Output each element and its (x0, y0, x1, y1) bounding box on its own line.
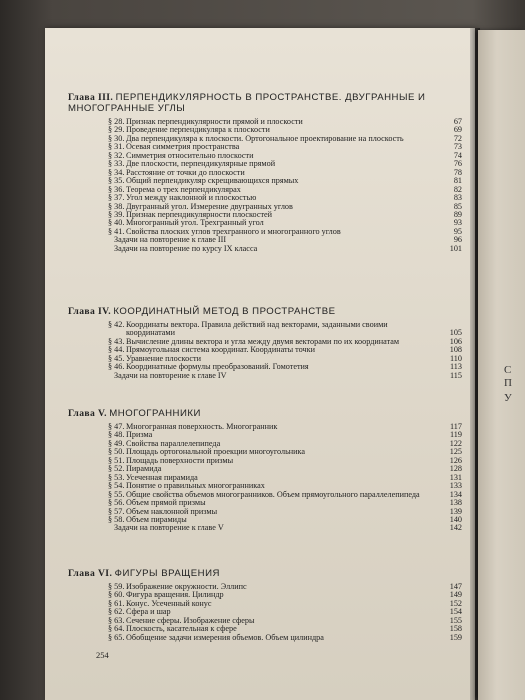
toc-entry[interactable] (108, 634, 468, 642)
section-page-number: 83 (453, 193, 462, 203)
section-page-number: 73 (453, 142, 462, 152)
toc-review-entry[interactable] (114, 524, 468, 532)
section-title: Объем пирамиды (126, 514, 187, 524)
section-title: Координатные формулы преобразований. Гомотетия (126, 362, 309, 372)
section-number: § 42. (108, 320, 125, 329)
section-title: Двугранный угол. Измерение двугранных углов (126, 201, 293, 211)
section-page-number: 106 (449, 336, 462, 346)
section-page-number: 81 (453, 176, 462, 186)
section-number: § 59. (108, 582, 125, 591)
section-page-number: 89 (453, 209, 462, 219)
chapter-heading (68, 92, 463, 114)
section-number: § 33. (108, 159, 125, 169)
section-title: Многогранная поверхность. Многогранник (126, 422, 278, 431)
section-number: § 31. (108, 142, 125, 152)
chapter-heading (68, 408, 463, 419)
chapter-label: Глава IV. (68, 306, 111, 317)
chapter-label: Глава III. (68, 92, 114, 103)
section-number: § 36. (108, 184, 125, 194)
section-title: Прямоугольная система координат. Координаты точки (126, 345, 315, 355)
section-title: Общие свойства объемов многогранников. Объем прямоугольного параллелепипеда (126, 489, 420, 499)
toc-entry[interactable] (108, 321, 468, 338)
section-page-number: 128 (449, 464, 462, 474)
chapter-entries (108, 583, 468, 642)
section-page-number: 69 (453, 125, 462, 135)
section-title: Уравнение плоскости (126, 353, 201, 363)
section-title: Симметрия относительно плоскости (126, 150, 254, 160)
section-number: § 41. (108, 226, 125, 236)
section-title: Координаты вектора. Правила действий над векторами, заданными своими координатами (126, 320, 388, 338)
section-title: Признак перпендикулярности плоскостей (126, 209, 273, 219)
section-title: Изображение окружности. Эллипс (126, 582, 247, 591)
section-page-number: 105 (449, 328, 462, 338)
section-number: § 30. (108, 133, 125, 143)
page-number: 254 (96, 650, 109, 660)
section-title: Плоскость, касательная к сфере (126, 624, 237, 634)
section-number: § 44. (108, 345, 125, 355)
section-number: § 62. (108, 607, 125, 617)
section-number: § 39. (108, 209, 125, 219)
section-title: Общий перпендикуляр скрещивающихся прямых (126, 176, 299, 186)
section-number: § 54. (108, 481, 125, 491)
section-page-number: 85 (453, 201, 462, 211)
section-page-number: 138 (449, 498, 462, 508)
section-number: § 61. (108, 598, 125, 608)
section-title: Вычисление длины вектора и угла между двумя векторами по их координатам (126, 336, 400, 346)
section-number: § 52. (108, 464, 125, 474)
section-page-number: 93 (453, 218, 462, 228)
section-number: § 49. (108, 438, 125, 448)
section-page-number: 140 (449, 514, 462, 524)
section-title: Площадь ортогональной проекции многоугольника (126, 447, 306, 457)
toc-review-entry[interactable] (114, 245, 468, 253)
section-page-number: 154 (449, 607, 462, 617)
chapter-entries (108, 321, 468, 380)
section-page-number: 147 (449, 582, 462, 591)
section-title: Объем наклонной призмы (126, 506, 218, 516)
section-number: § 45. (108, 353, 125, 363)
section-page-number: 117 (450, 422, 462, 431)
section-page-number: 139 (449, 506, 462, 516)
right-page-edge (478, 30, 525, 700)
section-title: Усеченная пирамида (126, 472, 198, 482)
section-number: § 51. (108, 455, 125, 465)
section-page-number: 125 (449, 447, 462, 457)
section-number: § 48. (108, 430, 125, 440)
section-number: § 32. (108, 150, 125, 160)
section-page-number: 115 (450, 370, 462, 380)
section-number: § 58. (108, 514, 125, 524)
chapter-title: МНОГОГРАННИКИ (109, 408, 201, 419)
section-number: § 60. (108, 590, 125, 600)
section-page-number: 126 (449, 455, 462, 465)
right-page-letter: С (504, 364, 512, 376)
section-page-number: 142 (449, 523, 462, 533)
section-title: Расстояние от точки до плоскости (126, 167, 245, 177)
section-page-number: 149 (449, 590, 462, 600)
section-page-number: 152 (449, 598, 462, 608)
section-title: Свойства параллелепипеда (126, 438, 221, 448)
section-title: Свойства плоских углов трехгранного и многогранного углов (126, 226, 341, 236)
chapter-label: Глава V. (68, 408, 107, 419)
section-page-number: 134 (449, 489, 462, 499)
section-page-number: 74 (453, 150, 462, 160)
section-number: § 64. (108, 624, 125, 634)
section-number: § 47. (108, 422, 125, 431)
section-title: Конус. Усеченный конус (126, 598, 212, 608)
section-page-number: 82 (453, 184, 462, 194)
section-page-number: 108 (449, 345, 462, 355)
section-page-number: 113 (450, 362, 462, 372)
section-title: Проведение перпендикуляра к плоскости (126, 125, 270, 135)
section-title: Многогранный угол. Трехгранный угол (126, 218, 264, 228)
section-title: Призма (126, 430, 153, 440)
chapter-heading (68, 306, 463, 317)
section-page-number: 122 (449, 438, 462, 448)
chapter-title: ФИГУРЫ ВРАЩЕНИЯ (114, 568, 220, 579)
section-number: § 37. (108, 193, 125, 203)
section-page-number: 155 (449, 615, 462, 625)
section-title: Два перпендикуляра к плоскости. Ортогональное проектирование на плоскость (126, 133, 404, 143)
section-title: Две плоскости, перпендикулярные прямой (126, 159, 276, 169)
section-number: § 50. (108, 447, 125, 457)
section-title: Пирамида (126, 464, 162, 474)
section-title: Сечение сферы. Изображение сферы (126, 615, 255, 625)
section-number: § 43. (108, 336, 125, 346)
section-page-number: 131 (449, 472, 462, 482)
chapter-entries (108, 118, 468, 253)
section-page-number: 96 (453, 235, 462, 245)
section-title: Сфера и шар (126, 607, 171, 617)
section-page-number: 67 (453, 117, 462, 126)
toc-entry[interactable] (108, 423, 468, 431)
right-page-letter: У (504, 392, 512, 404)
section-title: Теорема о трех перпендикулярах (126, 184, 241, 194)
section-number: § 55. (108, 489, 125, 499)
section-number: § 40. (108, 218, 125, 228)
chapter-title: ПЕРПЕНДИКУЛЯРНОСТЬ В ПРОСТРАНСТВЕ. ДВУГРАННЫЕ И МНОГОГРАННЫЕ УГЛЫ (68, 92, 426, 114)
section-title: Понятие о правильных многогранниках (126, 481, 265, 491)
section-number: § 29. (108, 125, 125, 135)
section-number: § 38. (108, 201, 125, 211)
section-number: § 28. (108, 117, 125, 126)
chapter-label: Глава VI. (68, 568, 113, 579)
section-page-number: 76 (453, 159, 462, 169)
section-title: Задачи на повторение по курсу IX класса (114, 243, 258, 253)
section-title: Признак перпендикулярности прямой и плоскости (126, 117, 303, 126)
section-title: Задачи на повторение к главе III (114, 235, 227, 245)
section-title: Обобщение задачи измерения объемов. Объем цилиндра (126, 632, 324, 642)
toc-entry[interactable] (108, 457, 468, 465)
toc-review-entry[interactable] (114, 372, 468, 380)
section-page-number: 158 (449, 624, 462, 634)
section-number: § 65. (108, 632, 125, 642)
section-title: Угол между наклонной и плоскостью (126, 193, 257, 203)
chapter-entries (108, 423, 468, 533)
section-title: Задачи на повторение к главе V (114, 523, 224, 533)
section-page-number: 110 (450, 353, 462, 363)
section-page-number: 78 (453, 167, 462, 177)
section-page-number: 101 (449, 243, 462, 253)
section-page-number: 133 (449, 481, 462, 491)
section-page-number: 72 (453, 133, 462, 143)
section-title: Фигура вращения. Цилиндр (126, 590, 224, 600)
section-number: § 57. (108, 506, 125, 516)
section-number: § 34. (108, 167, 125, 177)
section-number: § 53. (108, 472, 125, 482)
section-number: § 63. (108, 615, 125, 625)
section-page-number: 119 (450, 430, 462, 440)
section-title: Осевая симметрия пространства (126, 142, 240, 152)
chapter-heading (68, 568, 463, 579)
section-number: § 46. (108, 362, 125, 372)
section-title: Объем прямой призмы (126, 498, 206, 508)
section-number: § 35. (108, 176, 125, 186)
section-title: Площадь поверхности призмы (126, 455, 234, 465)
section-title: Задачи на повторение к главе IV (114, 370, 227, 380)
section-number: § 56. (108, 498, 125, 508)
section-page-number: 159 (449, 632, 462, 642)
right-page-letter: П (504, 377, 512, 389)
section-page-number: 95 (453, 226, 462, 236)
chapter-title: КООРДИНАТНЫЙ МЕТОД В ПРОСТРАНСТВЕ (113, 306, 336, 317)
